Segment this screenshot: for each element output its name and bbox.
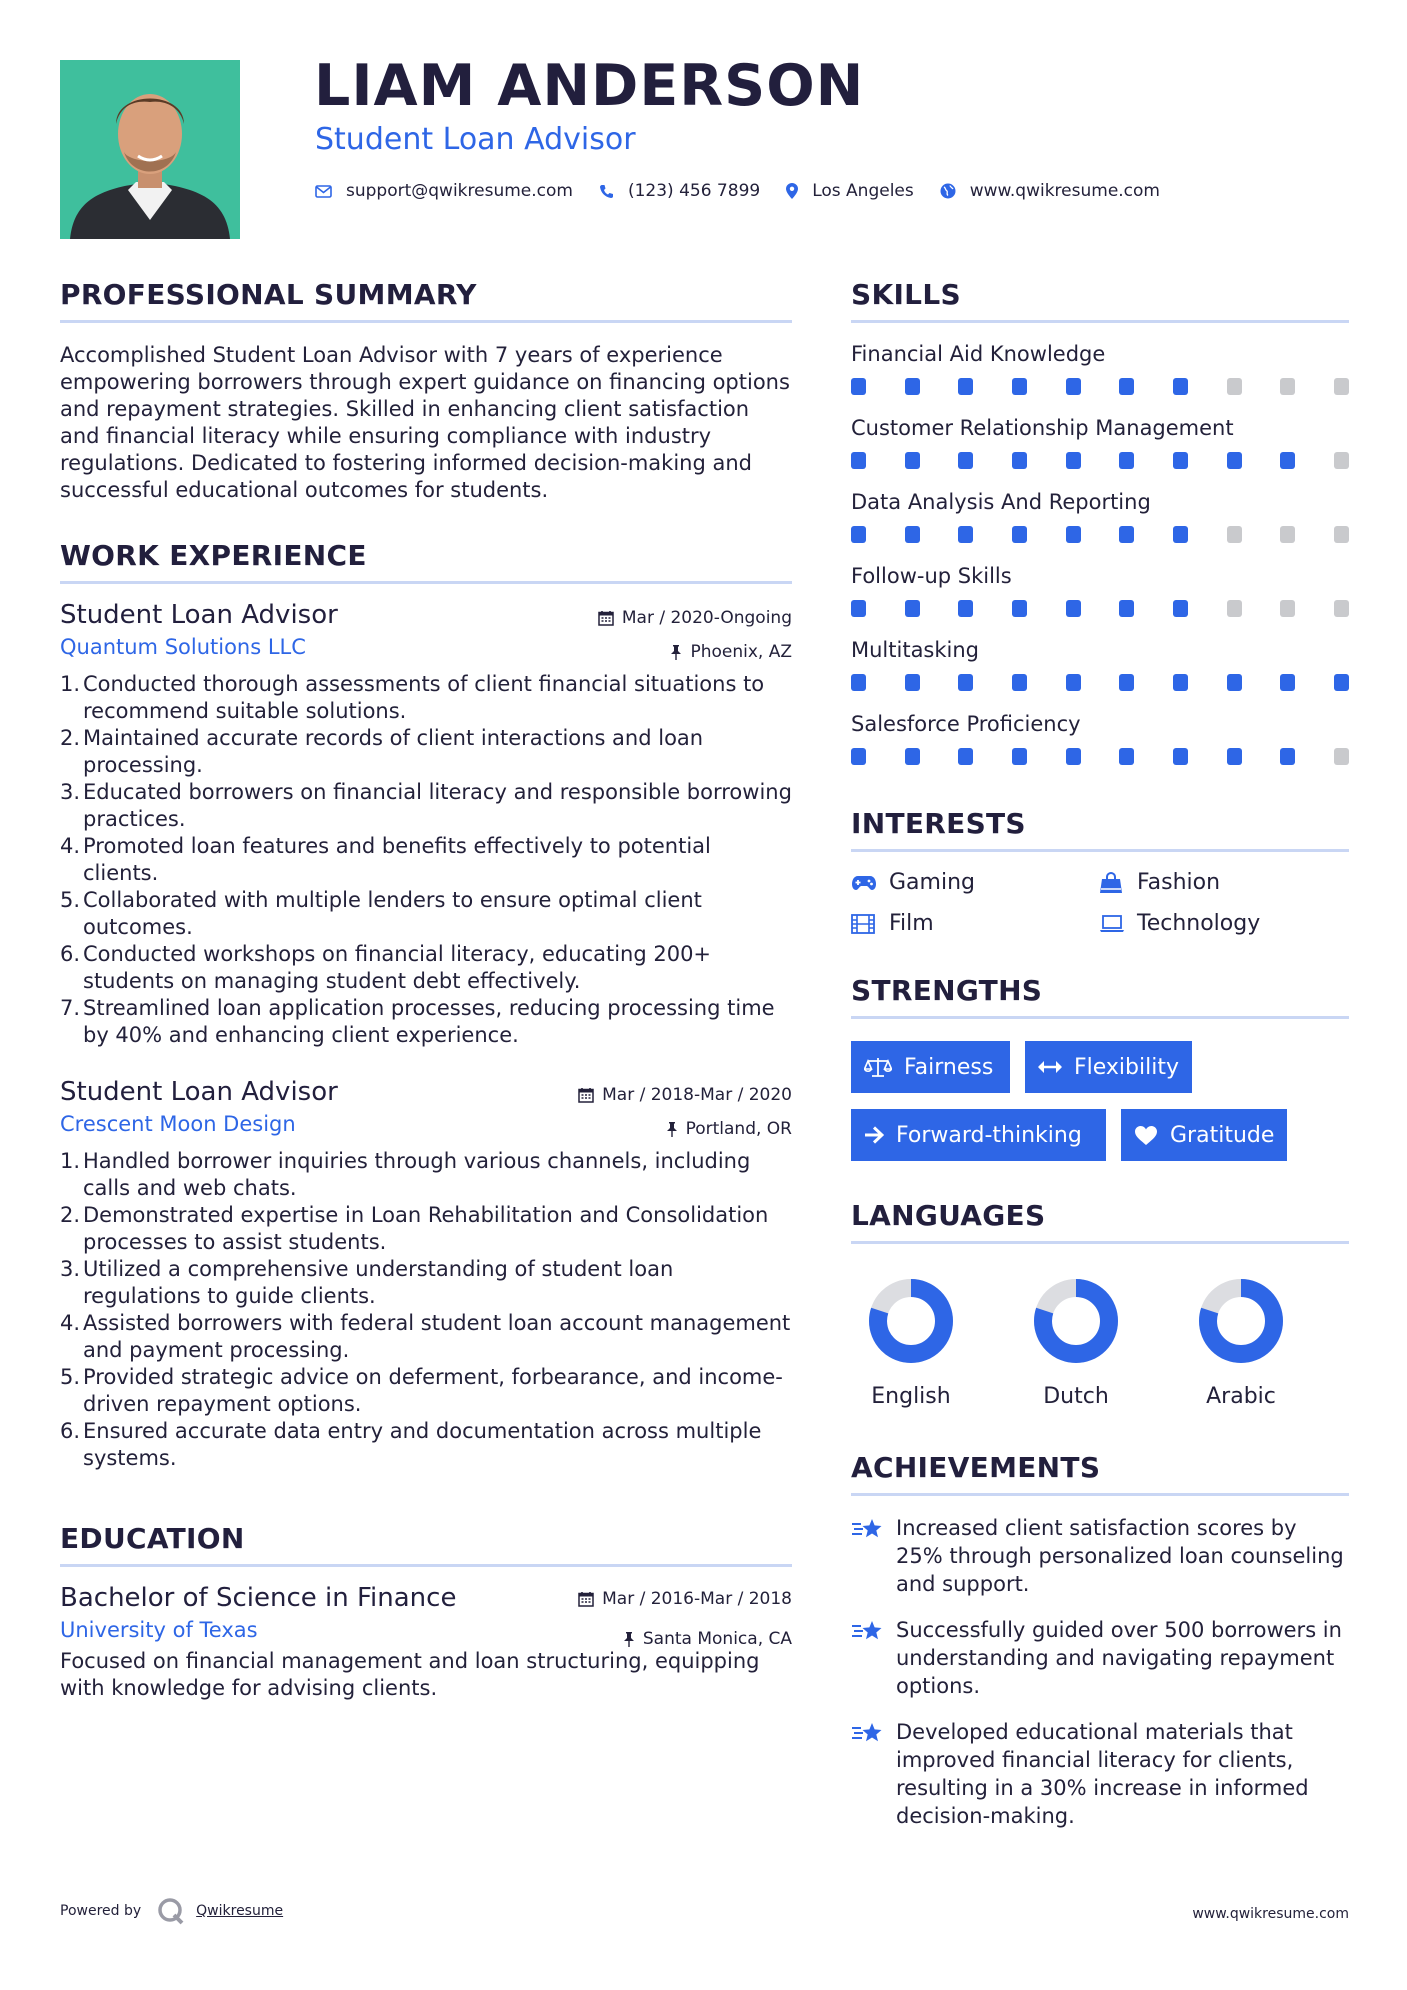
rating-dot-filled [1066, 748, 1081, 765]
skill-rating [851, 748, 1349, 765]
strength-label: Flexibility [1074, 1054, 1179, 1080]
education-heading: EDUCATION [60, 1522, 245, 1555]
strengths-tags [851, 1041, 1349, 1161]
language-proficiency-ring [868, 1278, 954, 1364]
section-divider [60, 320, 792, 323]
education-date-text: Mar / 2016-Mar / 2018 [602, 1589, 792, 1609]
globe-icon [940, 183, 956, 199]
skill-name: Financial Aid Knowledge [851, 342, 1106, 366]
rating-dot-empty [1334, 600, 1349, 617]
candidate-role: Student Loan Advisor [315, 122, 636, 157]
calendar-icon [578, 1591, 594, 1607]
envelope-icon [315, 185, 332, 198]
section-divider [851, 1016, 1349, 1019]
arrow-right-icon [864, 1126, 884, 1144]
rating-dot-filled [1119, 452, 1134, 469]
interest-item [851, 911, 1099, 936]
achievements-heading: ACHIEVEMENTS [851, 1451, 1101, 1484]
rating-dot-filled [905, 452, 920, 469]
rating-dot-filled [851, 452, 866, 469]
interests-grid [851, 870, 1349, 936]
skill-rating [851, 452, 1349, 469]
phone-icon [599, 184, 614, 199]
rating-dot-empty [1280, 600, 1295, 617]
skill-rating [851, 600, 1349, 617]
interest-label: Technology [1137, 911, 1261, 936]
strength-tag [1025, 1041, 1192, 1093]
skill-item [851, 341, 1349, 395]
interest-label: Fashion [1137, 870, 1221, 895]
list-item: 3 . Utilized a comprehensive understanding of student loan regulations to guide clients. [60, 1256, 792, 1310]
language-name: English [871, 1384, 951, 1409]
skill-rating [851, 674, 1349, 691]
job-location-text: Portland, OR [685, 1119, 792, 1139]
strength-tag [851, 1041, 1010, 1093]
rating-dot-filled [1119, 748, 1134, 765]
job-company: Quantum Solutions LLC [60, 635, 306, 659]
education-date [578, 1589, 792, 1609]
footer-website[interactable]: www.qwikresume.com [1192, 1906, 1349, 1922]
achievement-text: Increased client satisfaction scores by 25% through personalized loan counseling and support. [896, 1516, 1344, 1596]
rating-dot-empty [1227, 526, 1242, 543]
education-location-text: Santa Monica, CA [642, 1629, 792, 1649]
rating-dot-filled [1066, 674, 1081, 691]
language-item [851, 1278, 1016, 1409]
section-divider [851, 1241, 1349, 1244]
rating-dot-filled [1012, 452, 1027, 469]
film-icon [851, 914, 877, 934]
section-divider [851, 1493, 1349, 1496]
list-item: 4 . Assisted borrowers with federal student loan account management and payment processing. [60, 1310, 792, 1364]
heart-icon [1134, 1125, 1158, 1146]
skill-item [851, 637, 1349, 691]
rating-dot-filled [1066, 452, 1081, 469]
achievements-section [851, 1449, 1349, 1830]
laptop-icon [1099, 915, 1125, 933]
footer-powered-by [60, 1897, 283, 1925]
achievement-item [851, 1718, 1349, 1830]
skill-item [851, 711, 1349, 765]
rating-dot-empty [1334, 378, 1349, 395]
arrows-horizontal-icon [1038, 1060, 1062, 1074]
interest-item [851, 870, 1099, 895]
calendar-icon [598, 610, 614, 626]
candidate-name: LIAM ANDERSON [314, 53, 865, 119]
job-bullets [60, 1148, 792, 1472]
rating-dot-filled [1012, 600, 1027, 617]
skills-section [851, 276, 1349, 765]
strength-label: Forward-thinking [896, 1122, 1082, 1148]
rating-dot-filled [958, 748, 973, 765]
language-name: Arabic [1206, 1384, 1276, 1409]
rating-dot-filled [905, 378, 920, 395]
rating-dot-filled [1012, 748, 1027, 765]
rating-dot-filled [905, 526, 920, 543]
contact-location: Los Angeles [812, 181, 914, 201]
balance-scale-icon [864, 1056, 892, 1078]
achievements-list [851, 1514, 1349, 1830]
pushpin-icon [670, 644, 682, 660]
rating-dot-filled [851, 748, 866, 765]
skill-name: Salesforce Proficiency [851, 712, 1081, 736]
languages-list [851, 1278, 1349, 1409]
job-entry [60, 1075, 792, 1472]
rating-dot-empty [1334, 526, 1349, 543]
rating-dot-filled [905, 748, 920, 765]
rating-dot-filled [1227, 452, 1242, 469]
rating-dot-filled [1173, 600, 1188, 617]
powered-by-label: Powered by [60, 1903, 142, 1919]
list-item: 2 . Demonstrated expertise in Loan Rehabilitation and Consolidation processes to assist students. [60, 1202, 792, 1256]
job-title: Student Loan Advisor [60, 1077, 338, 1107]
list-item: 1 . Conducted thorough assessments of client financial situations to recommend suitable solutions. [60, 671, 792, 725]
summary-heading: PROFESSIONAL SUMMARY [60, 278, 477, 311]
rating-dot-filled [851, 674, 866, 691]
rating-dot-filled [1119, 600, 1134, 617]
rating-dot-empty [1280, 526, 1295, 543]
list-item: 6 . Conducted workshops on financial literacy, educating 200+ students on managing student debt effectively. [60, 941, 792, 995]
rating-dot-filled [958, 452, 973, 469]
summary-text: Accomplished Student Loan Advisor with 7 years of experience empowering borrowers through expert guidance on financing options and repayment strategies. Skilled in enhancing client satisfaction and financial literacy while ensuring compliance with industry regulations. Dedicated to fostering informed decision-making and successful educational outcomes for students. [60, 343, 790, 502]
job-date-text: Mar / 2018-Mar / 2020 [602, 1085, 792, 1105]
interests-heading: INTERESTS [851, 807, 1026, 840]
achievement-item [851, 1514, 1349, 1598]
skill-item [851, 489, 1349, 543]
rating-dot-filled [1173, 378, 1188, 395]
brand-link[interactable]: Qwikresume [196, 1903, 284, 1919]
list-item: 6 . Ensured accurate data entry and documentation across multiple systems. [60, 1418, 792, 1472]
job-entry [60, 598, 792, 1049]
map-marker-icon [786, 183, 798, 199]
achievement-text: Successfully guided over 500 borrowers in understanding and navigating repayment options. [896, 1618, 1342, 1698]
education-entry [60, 1581, 792, 1702]
rating-dot-filled [1280, 748, 1295, 765]
contact-bar [315, 181, 1186, 201]
rating-dot-filled [1119, 526, 1134, 543]
job-date [598, 608, 792, 628]
skill-name: Customer Relationship Management [851, 416, 1234, 440]
strengths-heading: STRENGTHS [851, 974, 1043, 1007]
rating-dot-filled [958, 600, 973, 617]
rating-dot-filled [1227, 748, 1242, 765]
strength-label: Gratitude [1170, 1122, 1275, 1148]
shooting-star-icon [851, 1718, 885, 1830]
section-divider [60, 581, 792, 584]
section-divider [851, 849, 1349, 852]
experience-section [60, 537, 792, 1472]
left-column [60, 276, 792, 1702]
rating-dot-filled [1119, 378, 1134, 395]
list-item: 5 . Provided strategic advice on deferment, forbearance, and income-driven repayment options. [60, 1364, 792, 1418]
strength-tag [851, 1109, 1106, 1161]
pushpin-icon [623, 1631, 635, 1647]
skill-item [851, 563, 1349, 617]
education-section [60, 1520, 792, 1702]
language-item [1016, 1278, 1181, 1409]
job-company: Crescent Moon Design [60, 1112, 296, 1136]
language-item [1181, 1278, 1346, 1409]
achievement-item [851, 1616, 1349, 1700]
calendar-icon [578, 1087, 594, 1103]
rating-dot-filled [1012, 674, 1027, 691]
rating-dot-filled [851, 600, 866, 617]
list-item: 2 . Maintained accurate records of client interactions and loan processing. [60, 725, 792, 779]
skills-heading: SKILLS [851, 278, 961, 311]
rating-dot-filled [1227, 674, 1242, 691]
rating-dot-filled [1173, 674, 1188, 691]
rating-dot-filled [1280, 452, 1295, 469]
strength-tag [1121, 1109, 1287, 1161]
rating-dot-filled [1173, 526, 1188, 543]
languages-section [851, 1197, 1349, 1409]
rating-dot-filled [1280, 674, 1295, 691]
list-item: 3 . Educated borrowers on financial literacy and responsible borrowing practices. [60, 779, 792, 833]
interest-item [1099, 870, 1349, 895]
qwikresume-logo-icon [157, 1897, 185, 1925]
language-proficiency-ring [1033, 1278, 1119, 1364]
interest-item [1099, 911, 1349, 936]
shopping-bag-icon [1099, 872, 1125, 894]
rating-dot-filled [1012, 526, 1027, 543]
interest-label: Gaming [889, 870, 975, 895]
job-bullets [60, 671, 792, 1049]
skill-rating [851, 526, 1349, 543]
rating-dot-filled [851, 378, 866, 395]
language-name: Dutch [1043, 1384, 1109, 1409]
rating-dot-filled [958, 674, 973, 691]
school-name: University of Texas [60, 1618, 258, 1642]
interests-section [851, 805, 1349, 936]
rating-dot-filled [1066, 526, 1081, 543]
list-item: 1 . Handled borrower inquiries through various channels, including calls and web chats. [60, 1148, 792, 1202]
contact-website[interactable]: www.qwikresume.com [969, 181, 1160, 201]
right-column [851, 276, 1349, 1830]
languages-heading: LANGUAGES [851, 1199, 1046, 1232]
rating-dot-filled [1173, 748, 1188, 765]
rating-dot-empty [1227, 600, 1242, 617]
profile-photo [60, 60, 240, 239]
job-date-text: Mar / 2020-Ongoing [621, 608, 792, 628]
education-description: Focused on financial management and loan structuring, equipping with knowledge for advising clients. [60, 1649, 760, 1700]
rating-dot-empty [1280, 378, 1295, 395]
interest-label: Film [889, 911, 934, 936]
rating-dot-filled [905, 674, 920, 691]
job-date [578, 1085, 792, 1105]
summary-section [60, 276, 792, 504]
gamepad-icon [851, 875, 877, 891]
list-item: 7 . Streamlined loan application processes, reducing processing time by 40% and enhancing client experience. [60, 995, 792, 1049]
section-divider [851, 320, 1349, 323]
list-item: 4 . Promoted loan features and benefits effectively to potential clients. [60, 833, 792, 887]
skill-name: Multitasking [851, 638, 980, 662]
contact-phone[interactable]: (123) 456 7899 [627, 181, 761, 201]
section-divider [60, 1564, 792, 1567]
rating-dot-filled [1173, 452, 1188, 469]
rating-dot-filled [1334, 674, 1349, 691]
skill-rating [851, 378, 1349, 395]
rating-dot-filled [1066, 378, 1081, 395]
rating-dot-empty [1334, 452, 1349, 469]
pushpin-icon [666, 1121, 678, 1137]
rating-dot-empty [1227, 378, 1242, 395]
rating-dot-filled [851, 526, 866, 543]
rating-dot-filled [958, 378, 973, 395]
strength-label: Fairness [904, 1054, 994, 1080]
skill-name: Follow-up Skills [851, 564, 1012, 588]
skill-item [851, 415, 1349, 469]
list-item: 5 . Collaborated with multiple lenders to ensure optimal client outcomes. [60, 887, 792, 941]
degree-title: Bachelor of Science in Finance [60, 1583, 457, 1613]
rating-dot-filled [1119, 674, 1134, 691]
language-proficiency-ring [1198, 1278, 1284, 1364]
experience-heading: WORK EXPERIENCE [60, 539, 367, 572]
job-location [670, 642, 792, 662]
job-location [666, 1119, 792, 1139]
rating-dot-empty [1334, 748, 1349, 765]
rating-dot-filled [958, 526, 973, 543]
shooting-star-icon [851, 1514, 885, 1598]
strengths-section [851, 972, 1349, 1161]
rating-dot-filled [1012, 378, 1027, 395]
contact-email[interactable]: support@qwikresume.com [346, 181, 573, 201]
rating-dot-filled [1066, 600, 1081, 617]
skill-name: Data Analysis And Reporting [851, 490, 1151, 514]
job-location-text: Phoenix, AZ [690, 642, 792, 662]
shooting-star-icon [851, 1616, 885, 1700]
education-location [623, 1629, 792, 1649]
rating-dot-filled [905, 600, 920, 617]
achievement-text: Developed educational materials that improved financial literacy for clients, resulting in a 30% increase in informed decision-making. [896, 1720, 1309, 1828]
skills-list [851, 341, 1349, 765]
job-title: Student Loan Advisor [60, 600, 338, 630]
